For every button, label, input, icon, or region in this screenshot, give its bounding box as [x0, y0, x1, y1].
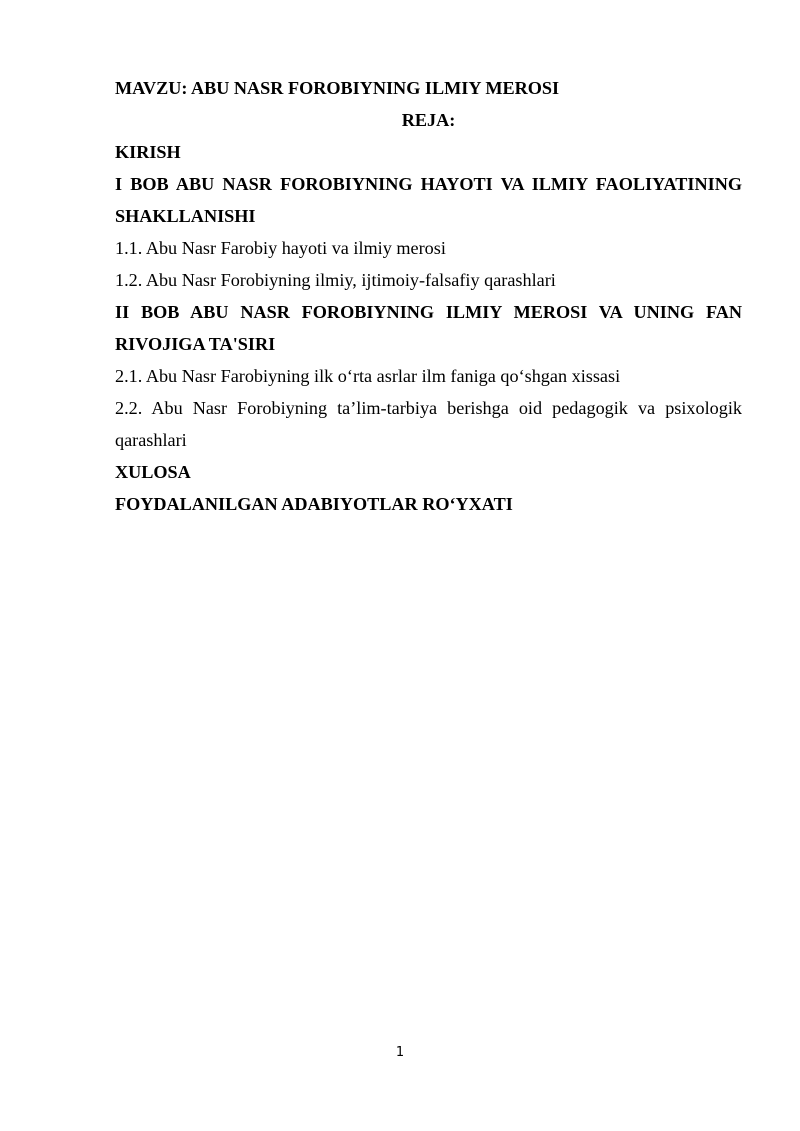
plan-heading: REJA: [401, 110, 456, 130]
intro-heading: KIRISH [115, 142, 181, 162]
chapter-2-title: II BOB ABU NASR FOROBIYNING ILMIY MEROSI VA UNING FAN RIVOJIGA TA'SIRI [115, 302, 742, 354]
section-1-2: 1.2. Abu Nasr Forobiyning ilmiy, ijtimoiy-falsafiy qarashlari [115, 270, 556, 290]
page-number: 1 [395, 1045, 405, 1060]
section-2-2: 2.2. Abu Nasr Forobiyning ta’lim-tarbiya berishga oid pedagogik va psixologik qarashlari [115, 398, 742, 450]
conclusion-heading: XULOSA [115, 462, 191, 482]
chapter-1-title: I BOB ABU NASR FOROBIYNING HAYOTI VA ILMIY FAOLIYATINING SHAKLLANISHI [115, 174, 742, 226]
section-2-1: 2.1. Abu Nasr Farobiyning ilk o‘rta asrlar ilm faniga qo‘shgan xissasi [115, 366, 621, 386]
section-1-1: 1.1. Abu Nasr Farobiy hayoti va ilmiy merosi [115, 238, 446, 258]
document-body [115, 72, 742, 520]
topic-title: MAVZU: ABU NASR FOROBIYNING ILMIY MEROSI [115, 78, 560, 98]
references-heading: FOYDALANILGAN ADABIYOTLAR RO‘YXATI [115, 494, 513, 514]
